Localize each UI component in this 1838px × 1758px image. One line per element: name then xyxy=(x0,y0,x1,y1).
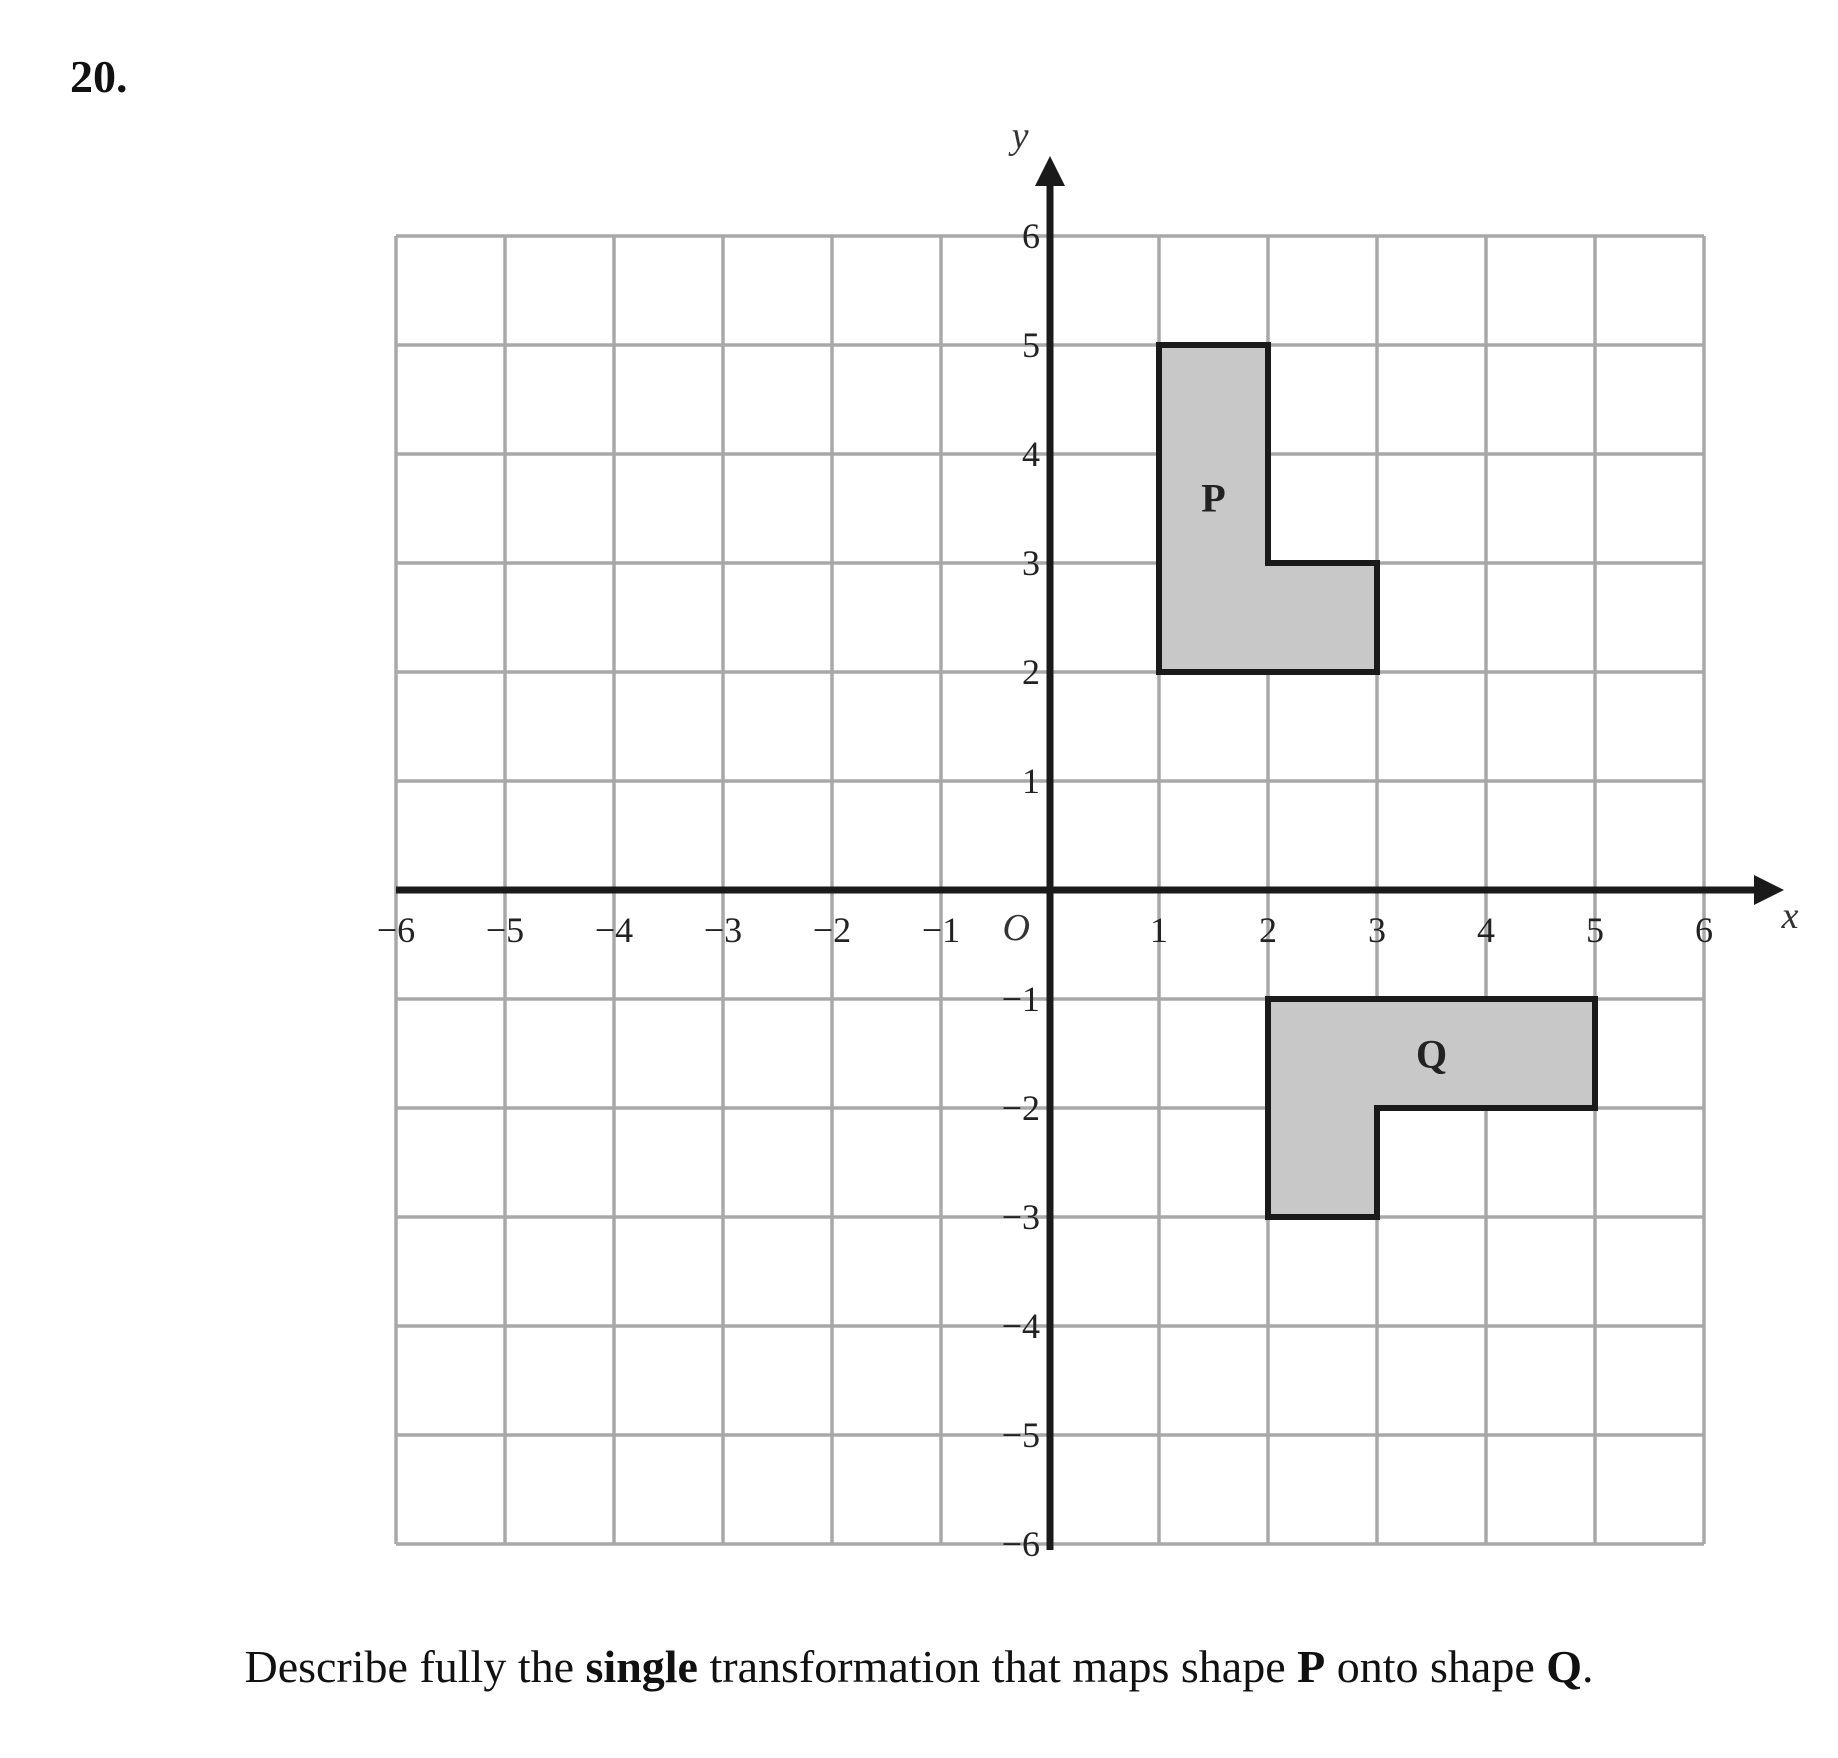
x-tick-label: 3 xyxy=(1368,910,1386,950)
y-tick-label: −3 xyxy=(1001,1197,1040,1237)
y-tick-label: 6 xyxy=(1022,216,1040,256)
x-tick-label: −4 xyxy=(594,910,634,950)
y-tick-label: −4 xyxy=(1001,1306,1040,1346)
x-axis-label: x xyxy=(1781,895,1799,937)
x-tick-label: −1 xyxy=(921,910,961,950)
caption-bold-single: single xyxy=(585,1641,698,1692)
y-axis-label: y xyxy=(1011,115,1029,157)
question-number: 20. xyxy=(70,51,128,102)
y-tick-label: 4 xyxy=(1022,434,1040,474)
x-tick-label: −3 xyxy=(703,910,743,950)
y-tick-label: −6 xyxy=(1001,1524,1040,1564)
y-tick-label: 5 xyxy=(1022,325,1040,365)
x-axis-arrowhead xyxy=(1754,875,1784,905)
x-tick-label: 1 xyxy=(1150,910,1168,950)
caption-bold-p: P xyxy=(1297,1641,1326,1692)
y-tick-label: 2 xyxy=(1022,652,1040,692)
shape-label-p: P xyxy=(1201,475,1226,521)
y-tick-label: 3 xyxy=(1022,543,1040,583)
x-tick-label: 6 xyxy=(1695,910,1713,950)
shape-label-q: Q xyxy=(1415,1031,1448,1077)
shape-p xyxy=(1159,345,1377,672)
x-tick-label: −5 xyxy=(485,910,525,950)
caption-bold-q: Q xyxy=(1546,1641,1583,1692)
y-axis-arrowhead xyxy=(1035,156,1065,186)
y-tick-label: 1 xyxy=(1022,761,1040,801)
x-tick-label: −6 xyxy=(376,910,416,950)
y-tick-label: −2 xyxy=(1001,1088,1040,1128)
y-tick-label: −5 xyxy=(1001,1415,1040,1455)
caption-part-4: . xyxy=(1582,1641,1594,1692)
caption-part-3: onto shape xyxy=(1325,1641,1547,1692)
x-tick-label: −2 xyxy=(812,910,852,950)
y-tick-label: −1 xyxy=(1001,979,1040,1019)
caption-part-1: Describe fully the xyxy=(244,1641,586,1692)
x-tick-label: 5 xyxy=(1586,910,1604,950)
origin-label: O xyxy=(1002,907,1030,949)
caption-part-2: transformation that maps shape xyxy=(697,1641,1298,1692)
x-tick-label: 4 xyxy=(1477,910,1495,950)
x-tick-label: 2 xyxy=(1259,910,1277,950)
question-text xyxy=(0,1640,1838,1693)
